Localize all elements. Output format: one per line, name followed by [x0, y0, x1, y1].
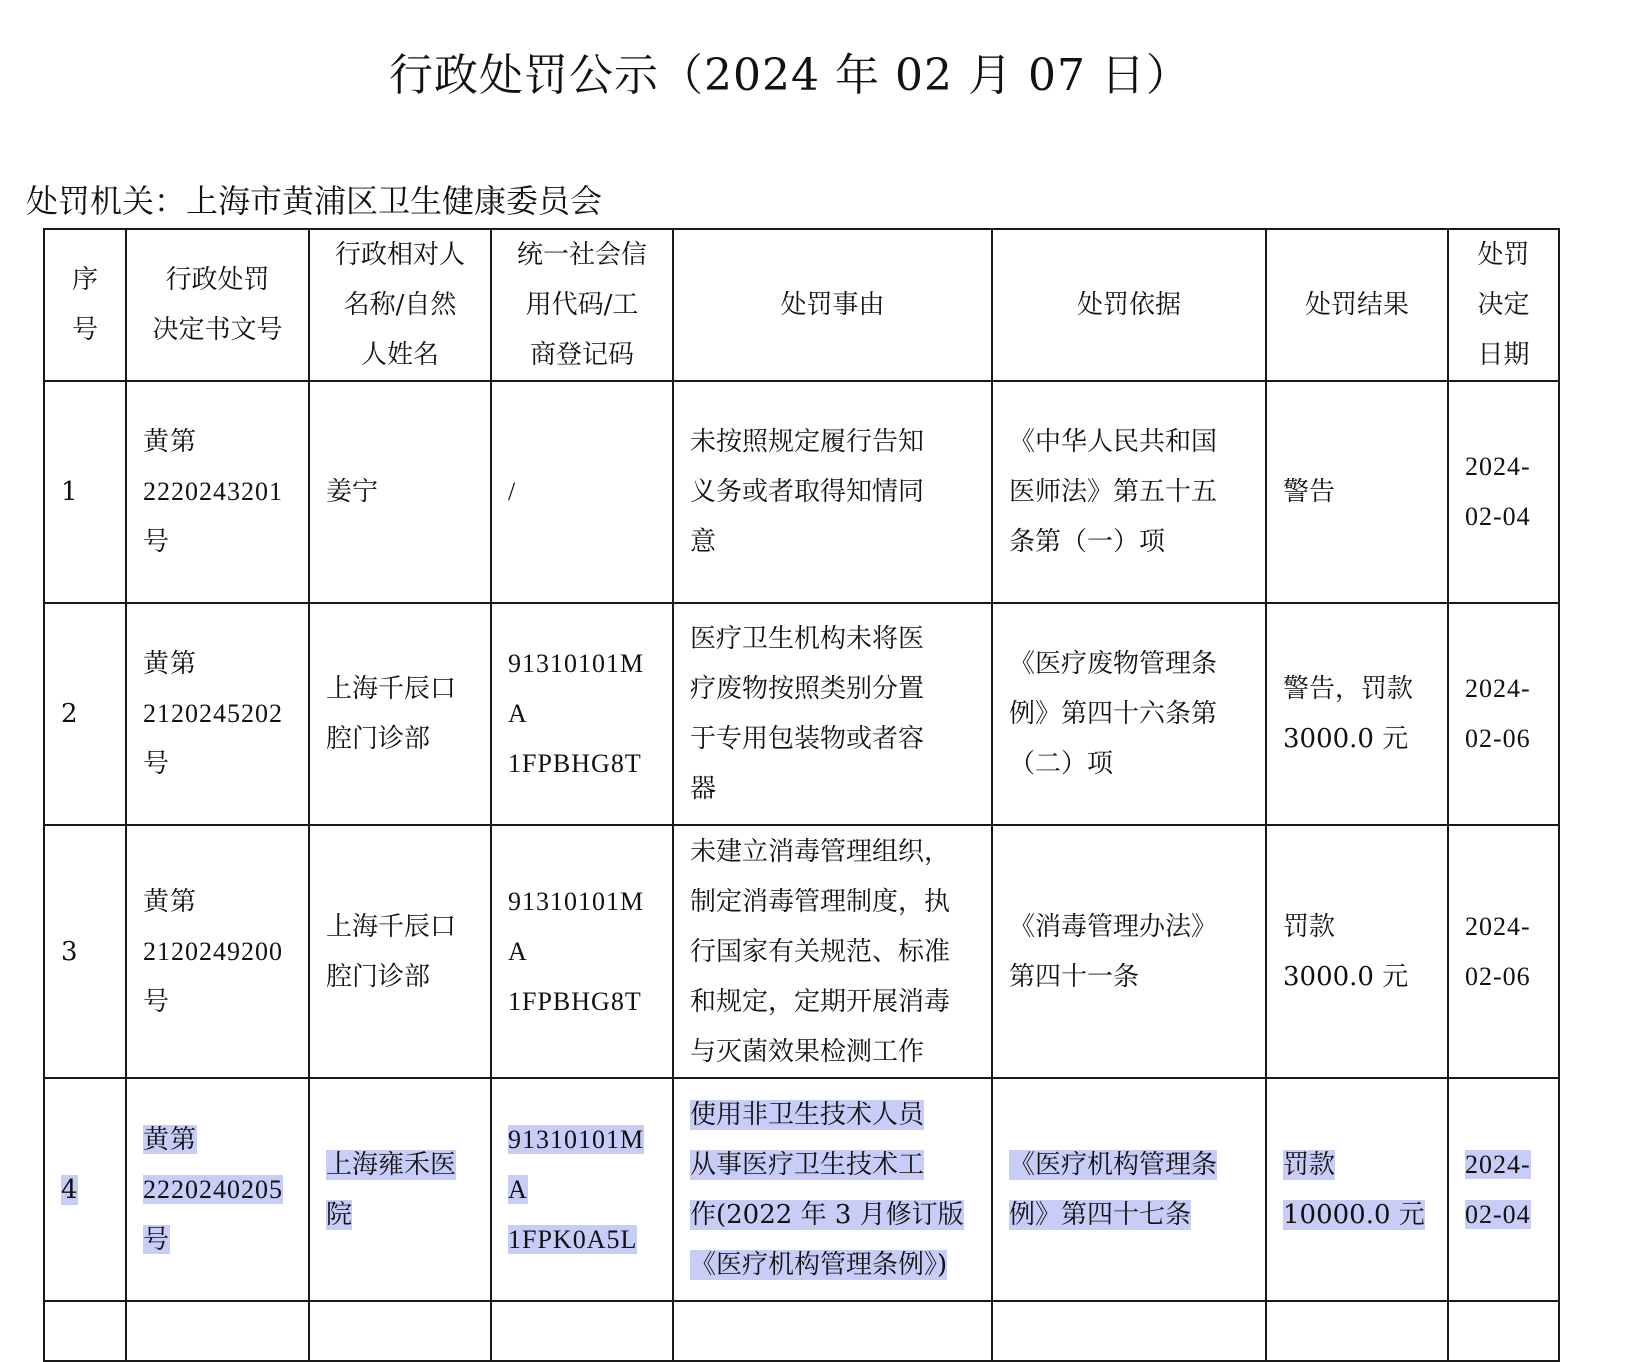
- empty-cell: [1448, 1301, 1559, 1361]
- authority-line: [26, 178, 602, 224]
- header-line: 处罚结果: [1304, 290, 1409, 320]
- header-line: 用代码/工: [525, 290, 639, 320]
- cell-party-name-text: 姜宁: [326, 477, 379, 507]
- cell-reason-text: 器: [690, 774, 717, 804]
- header-index: [44, 229, 126, 381]
- cell-basis[interactable]: [992, 825, 1266, 1078]
- header-line: 处罚依据: [1076, 290, 1181, 320]
- cell-credit-code-text: 1FPBHG8T: [508, 749, 642, 778]
- header-line: 号: [71, 315, 98, 345]
- cell-decision-no-text: 黄第: [143, 649, 198, 678]
- cell-reason[interactable]: [673, 825, 992, 1078]
- cell-party-name[interactable]: [309, 825, 491, 1078]
- cell-credit-code[interactable]: [491, 825, 673, 1078]
- cell-decision-no-text: 2220240205: [143, 1174, 283, 1204]
- cell-basis[interactable]: [992, 381, 1266, 603]
- cell-reason-text: 与灭菌效果检测工作: [690, 1036, 925, 1067]
- table-row: [44, 1078, 1559, 1301]
- header-line: 决定: [1477, 290, 1530, 320]
- cell-decision-no-text: 号: [143, 749, 171, 778]
- cell-basis-text: 条第（一）项: [1009, 527, 1166, 557]
- cell-decision-no[interactable]: [126, 381, 309, 603]
- cell-basis-text: 医师法》第五十五: [1009, 477, 1218, 507]
- cell-result-text: 警告: [1283, 477, 1336, 507]
- cell-reason[interactable]: [673, 603, 992, 825]
- header-line: 行政处罚: [165, 265, 270, 295]
- header-result: [1266, 229, 1448, 381]
- header-basis: [992, 229, 1266, 381]
- cell-credit-code-text: 91310101MA: [508, 649, 645, 728]
- cell-decision-no[interactable]: [126, 603, 309, 825]
- header-line: 序: [71, 265, 98, 295]
- cell-index[interactable]: [44, 381, 126, 603]
- cell-basis-text: 《医疗废物管理条: [1009, 649, 1218, 679]
- cell-decision-no-text: 2120249200: [143, 936, 283, 966]
- header-line: 统一社会信: [516, 240, 647, 270]
- cell-date-text: 2024-: [1465, 452, 1531, 481]
- cell-party-name-text: 上海千辰口: [326, 911, 457, 942]
- cell-reason-text: 疗废物按照类别分置: [690, 674, 925, 704]
- empty-cell: [673, 1301, 992, 1361]
- cell-reason-text: 作(2022 年 3 月修订版: [690, 1199, 964, 1230]
- empty-cell: [44, 1301, 126, 1361]
- header-credit-code: [491, 229, 673, 381]
- cell-index[interactable]: [44, 603, 126, 825]
- cell-basis-text: 第四十一条: [1009, 961, 1140, 992]
- penalty-table: [43, 228, 1560, 1362]
- cell-credit-code-text: 1FPK0A5L: [508, 1224, 638, 1254]
- cell-party-name[interactable]: [309, 381, 491, 603]
- cell-decision-no-text: 号: [143, 527, 171, 556]
- cell-reason-text: 行国家有关规范、标准: [690, 936, 951, 967]
- cell-decision-no-text: 黄第: [143, 886, 198, 916]
- cell-basis[interactable]: [992, 1078, 1266, 1301]
- cell-reason-text: 意: [690, 527, 717, 557]
- cell-credit-code-text: 91310101MA: [508, 886, 645, 966]
- cell-result-text: 罚款: [1283, 911, 1336, 942]
- cell-basis-text: 《中华人民共和国: [1009, 427, 1218, 457]
- cell-reason-text: 未建立消毒管理组织，: [690, 836, 951, 867]
- cell-date[interactable]: [1448, 603, 1559, 825]
- header-decision-no: [126, 229, 309, 381]
- cell-result-text: 警告，罚款: [1283, 674, 1414, 704]
- header-line: 处罚: [1477, 240, 1530, 270]
- cell-index-text: 3: [61, 936, 78, 967]
- cell-date-text: 2024-: [1465, 911, 1531, 941]
- cell-result[interactable]: [1266, 825, 1448, 1078]
- cell-result[interactable]: [1266, 603, 1448, 825]
- cell-result-text: 3000.0 元: [1283, 961, 1409, 992]
- cell-decision-no-text: 黄第: [143, 427, 198, 456]
- cell-decision-no-text: 号: [143, 986, 171, 1016]
- cell-reason-text: 和规定，定期开展消毒: [690, 986, 951, 1017]
- cell-result-text: 3000.0 元: [1283, 724, 1409, 754]
- table-row-partial: [44, 1301, 1559, 1361]
- cell-party-name[interactable]: [309, 1078, 491, 1301]
- cell-date[interactable]: [1448, 381, 1559, 603]
- cell-decision-no[interactable]: [126, 1078, 309, 1301]
- empty-cell: [309, 1301, 491, 1361]
- empty-cell: [126, 1301, 309, 1361]
- page-title: 行政处罚公示（2024 年 02 月 07 日）: [389, 50, 1191, 101]
- header-line: 处罚事由: [780, 290, 885, 320]
- cell-party-name-text: 上海雍禾医: [326, 1149, 457, 1180]
- cell-basis-text: 例》第四十七条: [1009, 1199, 1192, 1230]
- cell-reason[interactable]: [673, 381, 992, 603]
- cell-reason-text: 从事医疗卫生技术工: [690, 1149, 925, 1180]
- cell-date-text: 2024-: [1465, 674, 1531, 703]
- header-date: [1448, 229, 1559, 381]
- cell-date-text: 02-06: [1465, 724, 1531, 753]
- cell-reason-text: 于专用包装物或者容: [690, 724, 925, 754]
- cell-decision-no-text: 号: [143, 1224, 171, 1254]
- table-header-row: [44, 229, 1559, 381]
- cell-result-text: 罚款: [1283, 1149, 1336, 1180]
- cell-reason[interactable]: [673, 1078, 992, 1301]
- cell-index[interactable]: [44, 1078, 126, 1301]
- cell-index[interactable]: [44, 825, 126, 1078]
- cell-basis-text: 例》第四十六条第: [1009, 699, 1218, 729]
- cell-credit-code-text: 91310101MA: [508, 1124, 645, 1204]
- cell-party-name-text: 腔门诊部: [326, 724, 431, 754]
- empty-cell: [992, 1301, 1266, 1361]
- cell-reason-text: 医疗卫生机构未将医: [690, 624, 925, 654]
- cell-date-text: 02-04: [1465, 1199, 1531, 1229]
- cell-credit-code-text: /: [508, 477, 517, 506]
- cell-party-name-text: 上海千辰口: [326, 674, 457, 704]
- table-row: [44, 381, 1559, 603]
- cell-result[interactable]: [1266, 381, 1448, 603]
- cell-party-name-text: 院: [326, 1199, 353, 1230]
- cell-date[interactable]: [1448, 1078, 1559, 1301]
- cell-decision-no-text: 黄第: [143, 1124, 198, 1154]
- cell-reason-text: 未按照规定履行告知: [690, 427, 925, 457]
- cell-credit-code[interactable]: [491, 603, 673, 825]
- cell-date-text: 02-04: [1465, 502, 1531, 531]
- cell-result-text: 10000.0 元: [1283, 1199, 1425, 1230]
- cell-decision-no-text: 2120245202: [143, 699, 283, 728]
- header-line: 商登记码: [529, 340, 634, 370]
- cell-index-text: 1: [61, 477, 78, 507]
- header-reason: [673, 229, 992, 381]
- cell-date-text: 02-06: [1465, 961, 1531, 991]
- cell-reason-text: 制定消毒管理制度，执: [690, 886, 951, 917]
- cell-party-name[interactable]: [309, 603, 491, 825]
- header-party-name: [309, 229, 491, 381]
- header-line: 日期: [1477, 340, 1530, 370]
- header-line: 决定书文号: [152, 315, 283, 345]
- table-row: [44, 603, 1559, 825]
- cell-decision-no-text: 2220243201: [143, 477, 283, 506]
- header-line: 行政相对人: [334, 240, 465, 270]
- cell-party-name-text: 腔门诊部: [326, 961, 431, 992]
- cell-credit-code-text: 1FPBHG8T: [508, 986, 642, 1016]
- cell-basis-text: 《消毒管理办法》: [1009, 911, 1218, 942]
- cell-basis[interactable]: [992, 603, 1266, 825]
- cell-date-text: 2024-: [1465, 1149, 1531, 1179]
- cell-decision-no[interactable]: [126, 825, 309, 1078]
- authority-name: 上海市黄浦区卫生健康委员会: [186, 182, 603, 220]
- cell-basis-text: 《医疗机构管理条: [1009, 1149, 1218, 1180]
- cell-basis-text: （二）项: [1009, 749, 1114, 779]
- cell-reason-text: 使用非卫生技术人员: [690, 1099, 925, 1130]
- cell-reason-text: 义务或者取得知情同: [690, 477, 925, 507]
- cell-reason-text: 《医疗机构管理条例》): [690, 1249, 948, 1280]
- cell-result[interactable]: [1266, 1078, 1448, 1301]
- cell-date[interactable]: [1448, 825, 1559, 1078]
- header-line: 人姓名: [360, 340, 439, 370]
- empty-cell: [491, 1301, 673, 1361]
- header-line: 名称/自然: [343, 290, 457, 320]
- empty-cell: [1266, 1301, 1448, 1361]
- cell-credit-code[interactable]: [491, 381, 673, 603]
- table-row: [44, 825, 1559, 1078]
- authority-label: 处罚机关：: [26, 182, 187, 220]
- cell-credit-code[interactable]: [491, 1078, 673, 1301]
- cell-index-text: 2: [61, 699, 78, 729]
- cell-index-text: 4: [61, 1174, 78, 1205]
